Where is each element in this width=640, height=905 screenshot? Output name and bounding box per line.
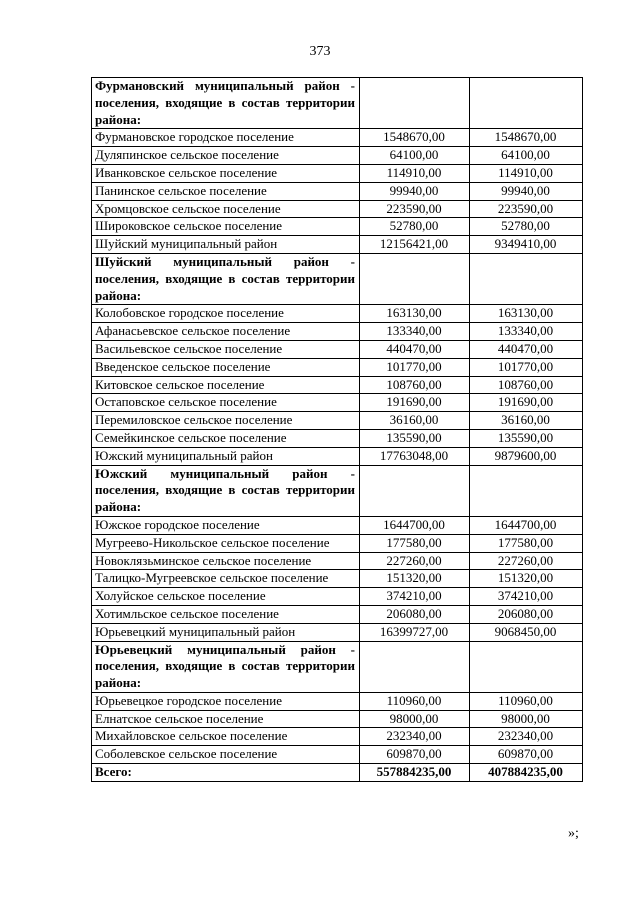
section-header-cell: Южский муниципальный район - поселения, входящие в состав территории района: xyxy=(92,465,360,516)
amount-cell-2: 609870,00 xyxy=(470,746,583,764)
closing-quote-mark: »; xyxy=(568,826,579,841)
amount-cell-1: 12156421,00 xyxy=(360,236,470,254)
settlement-name-cell: Елнатское сельское поселение xyxy=(92,710,360,728)
settlement-name-cell: Всего: xyxy=(92,764,360,782)
amount-cell-2: 227260,00 xyxy=(470,552,583,570)
settlement-name-cell: Панинское сельское поселение xyxy=(92,182,360,200)
amount-cell-1: 133340,00 xyxy=(360,323,470,341)
amount-cell-2: 114910,00 xyxy=(470,164,583,182)
amount-cell-1 xyxy=(360,78,470,129)
amount-cell-2: 177580,00 xyxy=(470,534,583,552)
amount-cell-2: 110960,00 xyxy=(470,692,583,710)
amount-cell-2: 36160,00 xyxy=(470,412,583,430)
amount-cell-2: 206080,00 xyxy=(470,605,583,623)
amount-cell-1: 101770,00 xyxy=(360,358,470,376)
settlement-name-cell: Юрьевецкий муниципальный район xyxy=(92,623,360,641)
amount-cell-2: 1644700,00 xyxy=(470,516,583,534)
table-row xyxy=(92,516,583,534)
table-row xyxy=(92,305,583,323)
table-row xyxy=(92,447,583,465)
amount-cell-1: 135590,00 xyxy=(360,429,470,447)
amount-cell-1: 227260,00 xyxy=(360,552,470,570)
settlement-name-cell: Южский муниципальный район xyxy=(92,447,360,465)
table-row xyxy=(92,429,583,447)
amount-cell-1: 609870,00 xyxy=(360,746,470,764)
total-row xyxy=(92,764,583,782)
settlement-name-cell: Остаповское сельское поселение xyxy=(92,394,360,412)
amount-cell-2: 9879600,00 xyxy=(470,447,583,465)
amount-cell-1: 440470,00 xyxy=(360,340,470,358)
settlement-name-cell: Афанасьевское сельское поселение xyxy=(92,323,360,341)
table-row xyxy=(92,746,583,764)
settlement-name-cell: Новоклязьминское сельское поселение xyxy=(92,552,360,570)
budget-table-body xyxy=(92,78,583,782)
section-header-row xyxy=(92,253,583,304)
table-row xyxy=(92,534,583,552)
settlement-name-cell: Мугреево-Никольское сельское поселение xyxy=(92,534,360,552)
settlement-name-cell: Фурмановское городское поселение xyxy=(92,129,360,147)
amount-cell-2 xyxy=(470,78,583,129)
section-header-cell: Юрьевецкий муниципальный район - поселения, входящие в состав территории района: xyxy=(92,641,360,692)
section-header-row xyxy=(92,465,583,516)
settlement-name-cell: Южское городское поселение xyxy=(92,516,360,534)
amount-cell-2: 223590,00 xyxy=(470,200,583,218)
budget-table xyxy=(91,77,583,782)
table-row xyxy=(92,605,583,623)
settlement-name-cell: Шуйский муниципальный район xyxy=(92,236,360,254)
amount-cell-1: 1644700,00 xyxy=(360,516,470,534)
amount-cell-2: 191690,00 xyxy=(470,394,583,412)
settlement-name-cell: Соболевское сельское поселение xyxy=(92,746,360,764)
amount-cell-1: 151320,00 xyxy=(360,570,470,588)
table-row xyxy=(92,588,583,606)
table-row xyxy=(92,394,583,412)
settlement-name-cell: Васильевское сельское поселение xyxy=(92,340,360,358)
amount-cell-2 xyxy=(470,641,583,692)
settlement-name-cell: Юрьевецкое городское поселение xyxy=(92,692,360,710)
amount-cell-2: 64100,00 xyxy=(470,147,583,165)
settlement-name-cell: Колобовское городское поселение xyxy=(92,305,360,323)
table-row xyxy=(92,412,583,430)
amount-cell-1: 163130,00 xyxy=(360,305,470,323)
amount-cell-1: 64100,00 xyxy=(360,147,470,165)
amount-cell-2: 98000,00 xyxy=(470,710,583,728)
table-row xyxy=(92,164,583,182)
settlement-name-cell: Семейкинское сельское поселение xyxy=(92,429,360,447)
amount-cell-1: 223590,00 xyxy=(360,200,470,218)
amount-cell-2: 1548670,00 xyxy=(470,129,583,147)
table-row xyxy=(92,323,583,341)
amount-cell-2: 133340,00 xyxy=(470,323,583,341)
section-header-row xyxy=(92,641,583,692)
amount-cell-2: 99940,00 xyxy=(470,182,583,200)
settlement-name-cell: Перемиловское сельское поселение xyxy=(92,412,360,430)
settlement-name-cell: Талицко-Мугреевское сельское поселение xyxy=(92,570,360,588)
amount-cell-2: 374210,00 xyxy=(470,588,583,606)
settlement-name-cell: Китовское сельское поселение xyxy=(92,376,360,394)
page-number: 373 xyxy=(309,44,331,59)
table-row xyxy=(92,728,583,746)
table-row xyxy=(92,570,583,588)
amount-cell-2: 407884235,00 xyxy=(470,764,583,782)
table-row xyxy=(92,236,583,254)
table-row xyxy=(92,376,583,394)
amount-cell-1: 374210,00 xyxy=(360,588,470,606)
table-row xyxy=(92,358,583,376)
amount-cell-1: 52780,00 xyxy=(360,218,470,236)
amount-cell-1 xyxy=(360,253,470,304)
table-row xyxy=(92,218,583,236)
amount-cell-2: 232340,00 xyxy=(470,728,583,746)
amount-cell-1: 191690,00 xyxy=(360,394,470,412)
amount-cell-2: 108760,00 xyxy=(470,376,583,394)
amount-cell-1 xyxy=(360,641,470,692)
amount-cell-1: 36160,00 xyxy=(360,412,470,430)
amount-cell-2: 440470,00 xyxy=(470,340,583,358)
amount-cell-1: 177580,00 xyxy=(360,534,470,552)
amount-cell-2: 151320,00 xyxy=(470,570,583,588)
settlement-name-cell: Иванковское сельское поселение xyxy=(92,164,360,182)
amount-cell-2: 9068450,00 xyxy=(470,623,583,641)
amount-cell-2: 52780,00 xyxy=(470,218,583,236)
table-row xyxy=(92,692,583,710)
amount-cell-1: 108760,00 xyxy=(360,376,470,394)
settlement-name-cell: Введенское сельское поселение xyxy=(92,358,360,376)
table-row xyxy=(92,710,583,728)
amount-cell-1 xyxy=(360,465,470,516)
amount-cell-2 xyxy=(470,465,583,516)
table-row xyxy=(92,552,583,570)
amount-cell-1: 206080,00 xyxy=(360,605,470,623)
settlement-name-cell: Михайловское сельское поселение xyxy=(92,728,360,746)
amount-cell-1: 1548670,00 xyxy=(360,129,470,147)
settlement-name-cell: Широковское сельское поселение xyxy=(92,218,360,236)
table-row xyxy=(92,147,583,165)
settlement-name-cell: Дуляпинское сельское поселение xyxy=(92,147,360,165)
settlement-name-cell: Хотимльское сельское поселение xyxy=(92,605,360,623)
settlement-name-cell: Холуйское сельское поселение xyxy=(92,588,360,606)
amount-cell-2: 101770,00 xyxy=(470,358,583,376)
settlement-name-cell: Хромцовское сельское поселение xyxy=(92,200,360,218)
amount-cell-1: 232340,00 xyxy=(360,728,470,746)
table-row xyxy=(92,340,583,358)
amount-cell-2: 9349410,00 xyxy=(470,236,583,254)
table-row xyxy=(92,623,583,641)
amount-cell-1: 16399727,00 xyxy=(360,623,470,641)
amount-cell-2 xyxy=(470,253,583,304)
amount-cell-1: 99940,00 xyxy=(360,182,470,200)
table-row xyxy=(92,200,583,218)
amount-cell-1: 110960,00 xyxy=(360,692,470,710)
section-header-cell: Фурмановский муниципальный район - поселения, входящие в состав территории района: xyxy=(92,78,360,129)
section-header-row xyxy=(92,78,583,129)
amount-cell-2: 163130,00 xyxy=(470,305,583,323)
amount-cell-1: 114910,00 xyxy=(360,164,470,182)
section-header-cell: Шуйский муниципальный район - поселения, входящие в состав территории района: xyxy=(92,253,360,304)
amount-cell-2: 135590,00 xyxy=(470,429,583,447)
amount-cell-1: 557884235,00 xyxy=(360,764,470,782)
table-row xyxy=(92,129,583,147)
amount-cell-1: 98000,00 xyxy=(360,710,470,728)
table-row xyxy=(92,182,583,200)
amount-cell-1: 17763048,00 xyxy=(360,447,470,465)
